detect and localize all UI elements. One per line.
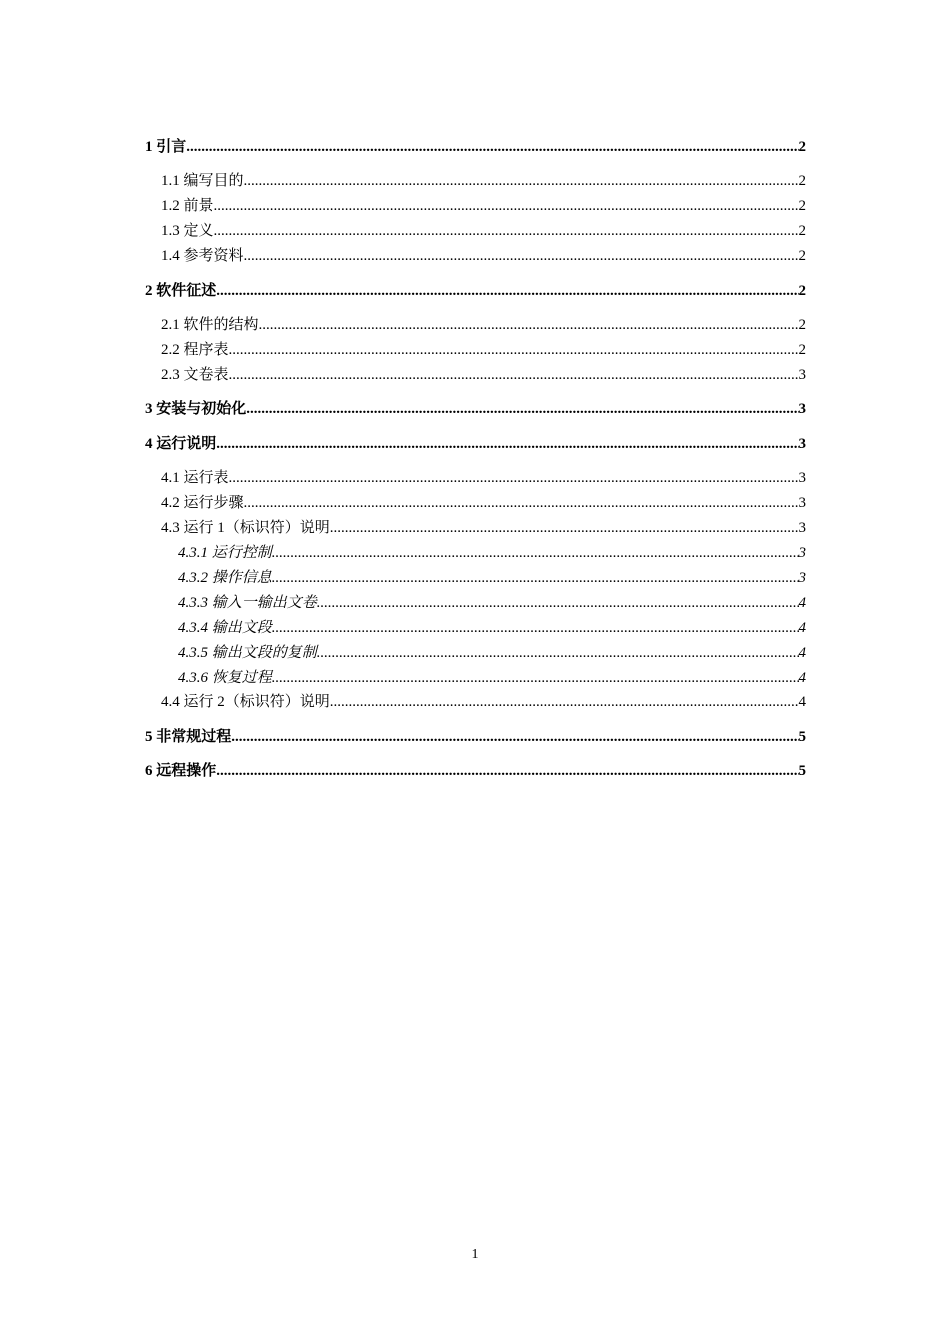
toc-entry[interactable] (161, 468, 806, 488)
toc-leader (272, 568, 799, 588)
toc-leader (229, 340, 799, 360)
toc-leader (244, 493, 799, 513)
toc-entry-title: 4.1 运行表 (161, 470, 229, 486)
toc-entry-title: 2.3 文卷表 (161, 367, 229, 383)
toc-entry-title: 1.3 定义 (161, 223, 214, 239)
toc-leader (216, 761, 798, 781)
toc-entry[interactable] (178, 618, 806, 638)
toc-entry-page: 3 (798, 470, 806, 486)
toc-entry-page: 4 (798, 645, 806, 661)
toc-leader (229, 365, 799, 385)
toc-entry-title: 2.2 程序表 (161, 342, 229, 358)
toc-leader (214, 221, 799, 241)
toc-entry-title: 4 运行说明 (145, 436, 217, 452)
toc-leader (317, 643, 799, 663)
toc-entry-title: 4.3.5 输出文段的复制 (178, 645, 317, 661)
toc-entry-page: 3 (798, 401, 806, 417)
toc-entry-page: 2 (798, 342, 806, 358)
toc-entry-title: 6 远程操作 (145, 763, 217, 779)
toc-entry[interactable] (161, 365, 806, 385)
toc-entry-title: 4.3.3 输入一输出文卷 (178, 595, 317, 611)
toc-entry-page: 3 (798, 570, 806, 586)
toc-entry-title: 4.3.6 恢复过程 (178, 670, 272, 686)
toc-entry[interactable] (161, 221, 806, 241)
toc-leader (214, 196, 799, 216)
toc-entry[interactable] (178, 593, 806, 613)
toc-entry-title: 4.2 运行步骤 (161, 495, 244, 511)
toc-entry-title: 2 软件征述 (145, 283, 217, 299)
toc-entry-title: 3 安装与初始化 (145, 401, 247, 417)
toc-entry[interactable] (145, 761, 806, 781)
toc-entry[interactable] (161, 518, 806, 538)
toc-entry[interactable] (161, 246, 806, 266)
toc-entry-title: 1.2 前景 (161, 198, 214, 214)
toc-leader (272, 618, 799, 638)
toc-entry-page: 4 (798, 595, 806, 611)
toc-entry-page: 3 (798, 367, 806, 383)
toc-leader (216, 434, 798, 454)
toc-entry-title: 4.3.2 操作信息 (178, 570, 272, 586)
toc-leader (186, 137, 798, 157)
toc-entry-page: 2 (798, 317, 806, 333)
toc-leader (330, 518, 799, 538)
toc-entry[interactable] (145, 399, 806, 419)
toc-entry[interactable] (161, 315, 806, 335)
toc-entry[interactable] (178, 668, 806, 688)
toc-entry-title: 4.4 运行 2（标识符）说明 (161, 694, 330, 710)
toc-leader (272, 543, 799, 563)
toc-entry-page: 3 (798, 495, 806, 511)
toc-entry-title: 4.3.1 运行控制 (178, 545, 272, 561)
toc-leader (272, 668, 799, 688)
toc-entry-page: 2 (798, 223, 806, 239)
toc-leader (229, 468, 799, 488)
toc-entry-page: 3 (798, 436, 806, 452)
toc-entry-page: 2 (798, 173, 806, 189)
toc-entry-title: 4.3.4 输出文段 (178, 620, 272, 636)
toc-entry-page: 2 (798, 198, 806, 214)
toc-leader (231, 727, 798, 747)
toc-leader (317, 593, 799, 613)
toc-leader (244, 171, 799, 191)
toc-entry-page: 2 (798, 248, 806, 264)
toc-entry-title: 5 非常规过程 (145, 729, 232, 745)
toc-leader (216, 281, 798, 301)
toc-leader (259, 315, 799, 335)
toc-entry[interactable] (161, 692, 806, 712)
toc-entry-page: 4 (798, 670, 806, 686)
toc-entry-page: 5 (798, 763, 806, 779)
toc-entry-page: 2 (798, 139, 806, 155)
toc-entry[interactable] (161, 340, 806, 360)
toc-entry-title: 4.3 运行 1（标识符）说明 (161, 520, 330, 536)
toc-entry[interactable] (145, 137, 806, 157)
toc-entry[interactable] (161, 196, 806, 216)
toc-entry[interactable] (178, 643, 806, 663)
toc-entry[interactable] (178, 543, 806, 563)
toc-leader (244, 246, 799, 266)
toc-entry-page: 4 (798, 694, 806, 710)
toc-entry-page: 3 (798, 545, 806, 561)
toc-entry-title: 1 引言 (145, 139, 187, 155)
toc-entry-page: 5 (798, 729, 806, 745)
toc-entry-title: 1.1 编写目的 (161, 173, 244, 189)
toc-entry-title: 2.1 软件的结构 (161, 317, 259, 333)
toc-leader (330, 692, 799, 712)
toc-entry[interactable] (161, 493, 806, 513)
toc-entry[interactable] (145, 727, 806, 747)
toc-entry[interactable] (145, 434, 806, 454)
toc-entry-title: 1.4 参考资料 (161, 248, 244, 264)
toc-entry-page: 2 (798, 283, 806, 299)
toc-entry-page: 4 (798, 620, 806, 636)
toc-entry[interactable] (161, 171, 806, 191)
page-number: 1 (471, 1247, 479, 1262)
toc-entry-page: 3 (798, 520, 806, 536)
toc-entry[interactable] (145, 281, 806, 301)
toc-entry[interactable] (178, 568, 806, 588)
toc-leader (246, 399, 798, 419)
